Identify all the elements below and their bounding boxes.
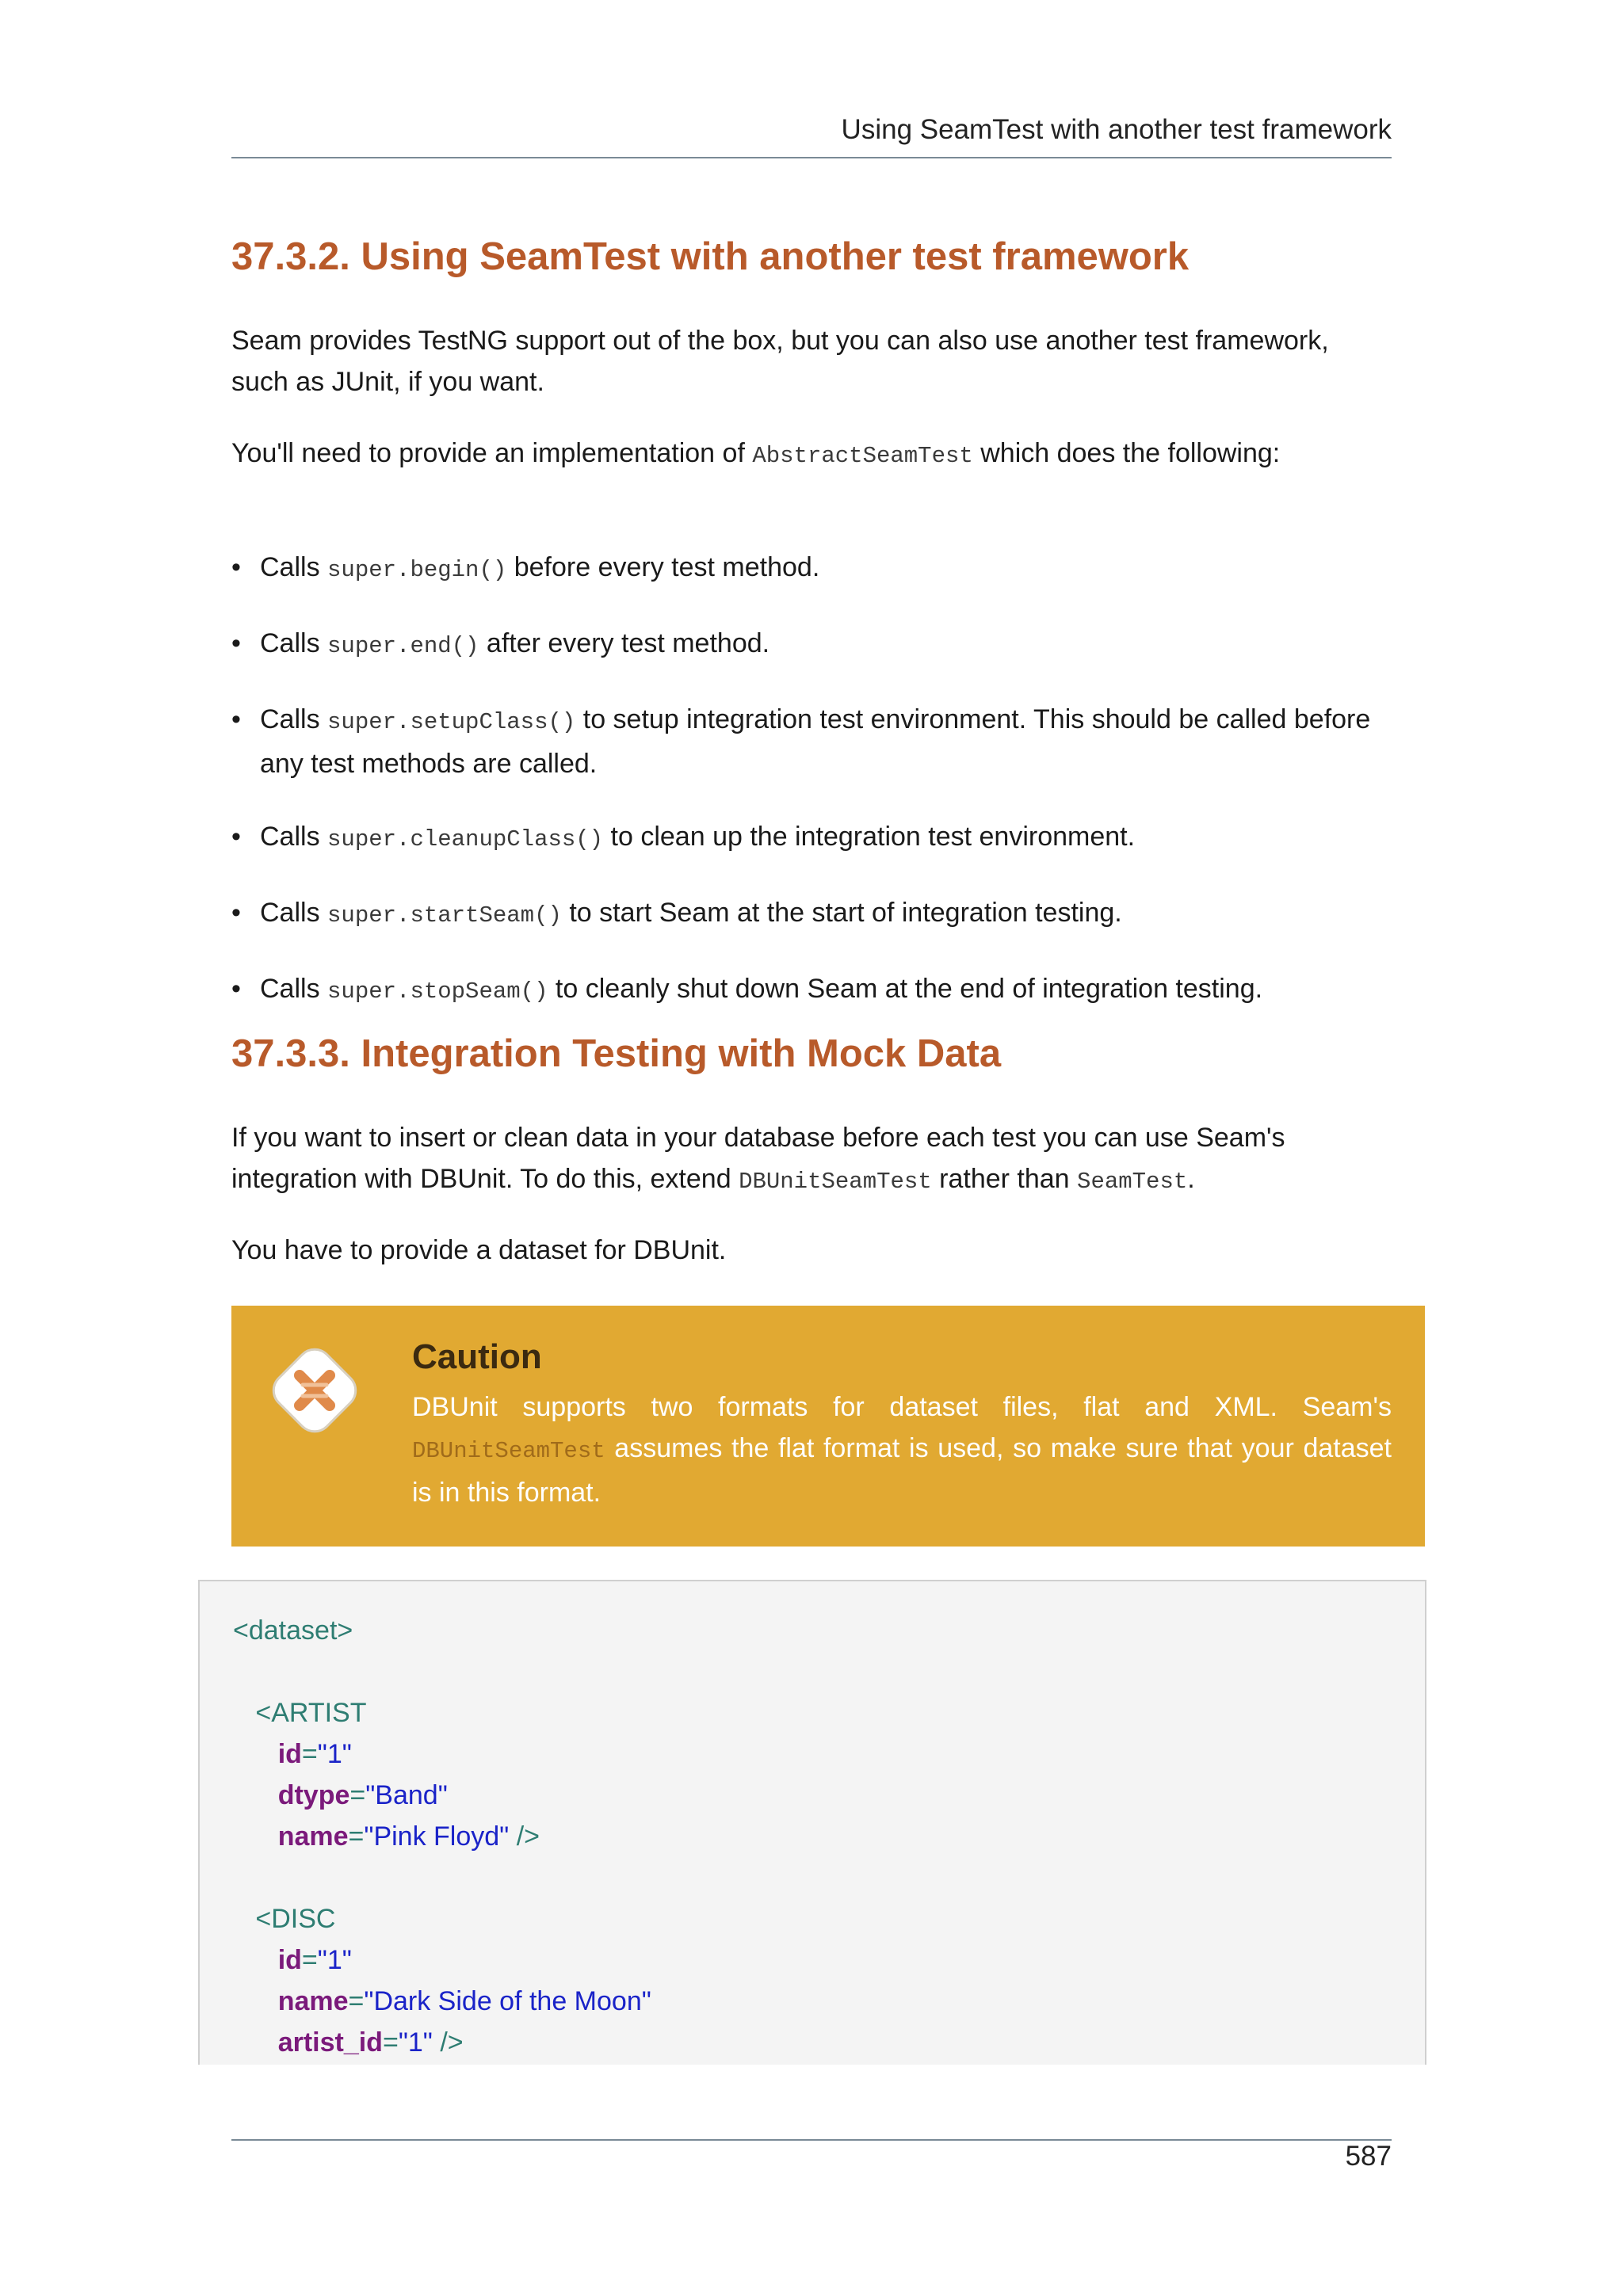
code-block xyxy=(233,1610,651,2063)
caution-title: Caution xyxy=(412,1337,542,1376)
xml-value: "Dark Side of the Moon" xyxy=(364,1986,651,2016)
bullet-icon: • xyxy=(231,974,241,1004)
inline-code: super.stopSeam() xyxy=(327,978,548,1005)
xml-tag: <ARTIST xyxy=(255,1698,367,1728)
xml-equals: = xyxy=(301,1739,318,1769)
bullet-icon: • xyxy=(231,628,241,658)
xml-value: "1" xyxy=(398,2027,433,2058)
inline-code: super.end() xyxy=(327,633,479,659)
xml-attr: name xyxy=(277,1821,349,1852)
text: Calls xyxy=(260,628,328,658)
list-item xyxy=(231,699,1392,784)
section-title-37-3-2: 37.3.2. Using SeamTest with another test framework xyxy=(231,235,1190,278)
xml-equals: = xyxy=(348,1986,365,2016)
xml-tag-close: /> xyxy=(509,1821,540,1852)
code-listing xyxy=(198,1580,1426,2065)
text: You'll need to provide an implementation of xyxy=(231,438,753,468)
text: assumes the flat format is used, so make sure that your dataset is in this format. xyxy=(412,1433,1392,1508)
caution-admonition xyxy=(231,1306,1425,1547)
text: to start Seam at the start of integration testing. xyxy=(561,898,1122,928)
xml-tag-close: /> xyxy=(432,2027,464,2058)
text: . xyxy=(1187,1164,1195,1194)
xml-attr: artist_id xyxy=(277,2027,383,2058)
text: to cleanly shut down Seam at the end of integration testing. xyxy=(548,974,1263,1004)
dbunit-paragraph xyxy=(231,1117,1392,1203)
inline-code: SeamTest xyxy=(1077,1169,1188,1195)
text: to setup integration test environment. This should be called before any test methods are called. xyxy=(260,704,1371,779)
xml-attr: name xyxy=(277,1986,349,2016)
bullet-icon: • xyxy=(231,552,241,582)
list-item xyxy=(231,968,1392,1013)
text: Calls xyxy=(260,974,328,1004)
running-header: Using SeamTest with another test framework xyxy=(841,114,1392,145)
text: If you want to insert or clean data in your database before each test you can use Seam's integration with DBUnit. To do this, extend xyxy=(231,1123,1285,1194)
xml-tag: <DISC xyxy=(255,1904,336,1934)
dataset-paragraph: You have to provide a dataset for DBUnit. xyxy=(231,1235,727,1265)
text: Calls xyxy=(260,822,328,852)
xml-value: "1" xyxy=(317,1739,352,1769)
text: which does the following: xyxy=(972,438,1281,468)
xml-equals: = xyxy=(382,2027,399,2058)
inline-code: super.begin() xyxy=(327,557,507,583)
text: Calls xyxy=(260,704,328,734)
inline-code: AbstractSeamTest xyxy=(752,443,973,469)
xml-value: "Pink Floyd" xyxy=(364,1821,510,1852)
list-item xyxy=(231,892,1392,936)
list-item xyxy=(231,623,1392,667)
inline-code: super.startSeam() xyxy=(327,902,562,929)
text: Calls xyxy=(260,552,328,582)
inline-code: DBUnitSeamTest xyxy=(739,1169,932,1195)
text: before every test method. xyxy=(506,552,820,582)
requirements-list xyxy=(231,547,1392,1044)
xml-equals: = xyxy=(348,1821,365,1852)
text: to clean up the integration test environment. xyxy=(603,822,1136,852)
bullet-icon: • xyxy=(231,704,241,734)
intro-paragraph: Seam provides TestNG support out of the box, but you can also use another test framework, such as JUnit, if you want. xyxy=(231,326,1329,397)
xml-equals: = xyxy=(301,1945,318,1975)
text: after every test method. xyxy=(479,628,770,658)
text: DBUnit supports two formats for dataset files, flat and XML. Seam's xyxy=(412,1392,1392,1422)
inline-code: super.cleanupClass() xyxy=(327,826,604,852)
xml-value: "1" xyxy=(317,1945,352,1975)
list-item xyxy=(231,816,1392,860)
xml-attr: dtype xyxy=(277,1780,350,1810)
xml-attr: id xyxy=(277,1945,302,1975)
caution-text xyxy=(412,1386,1392,1513)
caution-icon xyxy=(265,1341,365,1440)
implementation-paragraph xyxy=(231,433,1392,477)
text: rather than xyxy=(931,1164,1078,1194)
xml-attr: id xyxy=(277,1739,302,1769)
bullet-icon: • xyxy=(231,822,241,852)
header-rule xyxy=(231,157,1392,158)
section-title-37-3-3: 37.3.3. Integration Testing with Mock Data xyxy=(231,1032,1002,1075)
text: Calls xyxy=(260,898,328,928)
bullet-icon: • xyxy=(231,898,241,928)
inline-code: DBUnitSeamTest xyxy=(412,1438,605,1464)
xml-value: "Band" xyxy=(365,1780,448,1810)
inline-code: super.setupClass() xyxy=(327,709,576,735)
xml-equals: = xyxy=(349,1780,366,1810)
page-number: 587 xyxy=(1345,2141,1392,2172)
list-item xyxy=(231,547,1392,591)
xml-tag: <dataset> xyxy=(233,1615,353,1646)
